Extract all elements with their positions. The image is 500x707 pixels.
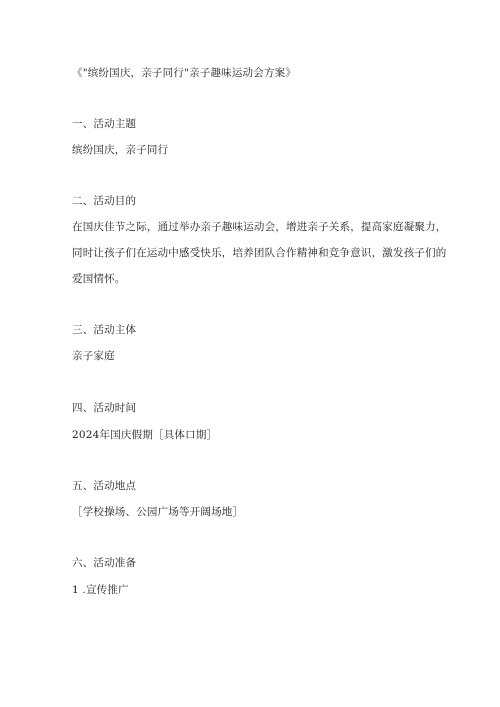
section-heading-time: 四、活动时间 [72,402,137,414]
section-body-purpose-line-2: 同时让孩子们在运动中感受快乐，培养团队合作精神和竞争意识，激发孩子们的 [72,247,447,259]
section-heading-preparation: 六、活动准备 [72,557,137,569]
section-heading-purpose: 二、活动目的 [72,195,137,207]
section-body-time: 2024年国庆假期［具体口期］ [72,429,218,441]
section-body-theme: 缤纷国庆，亲子同行 [72,144,169,156]
section-body-purpose-line-3: 爱国情怀。 [72,273,126,285]
section-body-location: ［学校操场、公园广场等开阔场地］ [72,506,244,518]
section-body-purpose-line-1: 在国庆佳节之际，通过举办亲子趣味运动会，增进亲子关系，提高家庭凝聚力， [72,221,447,233]
section-heading-participants: 三、活动主体 [72,324,137,336]
document-title: 《"缤纷国庆，亲子同行"亲子趣味运动会方案》 [72,67,297,79]
section-body-participants: 亲子家庭 [72,350,115,362]
section-heading-location: 五、活动地点 [72,480,137,492]
section-body-preparation: 1 .宣传推广 [72,584,129,596]
section-heading-theme: 一、活动主题 [72,118,137,130]
